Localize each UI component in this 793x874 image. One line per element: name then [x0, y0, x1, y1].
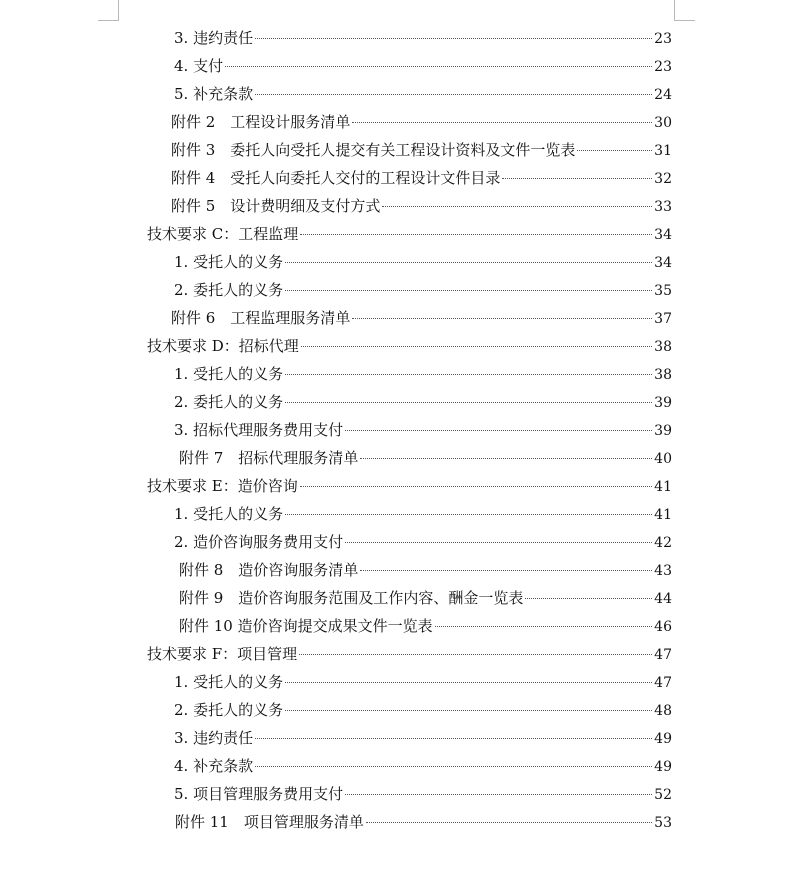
- toc-entry-title: 1. 受托人的义务: [174, 505, 284, 523]
- toc-entry[interactable]: [174, 528, 672, 556]
- toc-entry[interactable]: [171, 164, 672, 192]
- toc-entry[interactable]: [147, 472, 672, 500]
- toc-dot-leader: [345, 542, 652, 543]
- toc-entry-title: 附件 4 受托人向委托人交付的工程设计文件目录: [171, 169, 501, 187]
- toc-page-number: 30: [654, 115, 672, 131]
- toc-dot-leader: [300, 486, 652, 487]
- toc-dot-leader: [285, 290, 652, 291]
- toc-page-number: 24: [654, 87, 672, 103]
- toc-dot-leader: [299, 654, 652, 655]
- toc-dot-leader: [502, 178, 652, 179]
- toc-dot-leader: [360, 570, 652, 571]
- toc-dot-leader: [285, 682, 652, 683]
- toc-entry[interactable]: [174, 416, 672, 444]
- toc-page-number: 53: [654, 815, 672, 831]
- toc-entry-title: 5. 补充条款: [174, 85, 254, 103]
- toc-dot-leader: [301, 346, 652, 347]
- toc-page-number: 38: [654, 339, 672, 355]
- toc-page-number: 38: [654, 367, 672, 383]
- toc-entry-title: 附件 2 工程设计服务清单: [171, 113, 351, 131]
- toc-entry-title: 2. 委托人的义务: [174, 701, 284, 719]
- toc-dot-leader: [285, 402, 652, 403]
- toc-entry[interactable]: [174, 80, 672, 108]
- toc-page-number: 32: [654, 171, 672, 187]
- toc-entry-title: 技术要求 F：项目管理: [147, 645, 298, 663]
- toc-entry[interactable]: [175, 808, 672, 836]
- toc-entry-title: 5. 项目管理服务费用支付: [174, 785, 344, 803]
- toc-dot-leader: [255, 38, 652, 39]
- toc-entry[interactable]: [147, 640, 672, 668]
- toc-dot-leader: [285, 514, 652, 515]
- toc-entry-title: 3. 招标代理服务费用支付: [174, 421, 344, 439]
- toc-dot-leader: [366, 822, 652, 823]
- toc-page-number: 34: [654, 255, 672, 271]
- toc-entry-title: 2. 委托人的义务: [174, 281, 284, 299]
- toc-entry-title: 1. 受托人的义务: [174, 673, 284, 691]
- toc-dot-leader: [352, 122, 652, 123]
- toc-page-number: 39: [654, 423, 672, 439]
- toc-entry[interactable]: [174, 24, 672, 52]
- toc-entry-title: 附件 6 工程监理服务清单: [171, 309, 351, 327]
- toc-page-number: 41: [654, 479, 672, 495]
- toc-page-number: 31: [654, 143, 672, 159]
- toc-page-number: 47: [654, 647, 672, 663]
- toc-page-number: 44: [654, 591, 672, 607]
- toc-entry-title: 附件 3 委托人向受托人提交有关工程设计资料及文件一览表: [171, 141, 576, 159]
- toc-page-number: 40: [654, 451, 672, 467]
- toc-dot-leader: [435, 626, 653, 627]
- toc-dot-leader: [525, 598, 652, 599]
- toc-page-number: 49: [654, 731, 672, 747]
- toc-entry[interactable]: [174, 500, 672, 528]
- toc-dot-leader: [345, 430, 652, 431]
- toc-dot-leader: [255, 94, 652, 95]
- toc-entry[interactable]: [174, 724, 672, 752]
- toc-page-number: 46: [654, 619, 672, 635]
- toc-dot-leader: [285, 710, 652, 711]
- toc-dot-leader: [360, 458, 652, 459]
- toc-page-number: 48: [654, 703, 672, 719]
- toc-entry[interactable]: [147, 220, 672, 248]
- toc-entry-title: 技术要求 C：工程监理: [147, 225, 299, 243]
- toc-entry[interactable]: [174, 360, 672, 388]
- toc-page-number: 35: [654, 283, 672, 299]
- toc-entry-title: 1. 受托人的义务: [174, 253, 284, 271]
- toc-entry-title: 2. 委托人的义务: [174, 393, 284, 411]
- toc-dot-leader: [577, 150, 652, 151]
- toc-entry[interactable]: [171, 108, 672, 136]
- toc-entry-title: 4. 补充条款: [174, 757, 254, 775]
- toc-entry-title: 3. 违约责任: [174, 29, 254, 47]
- toc-entry-title: 附件 11 项目管理服务清单: [175, 813, 364, 831]
- toc-entry-title: 3. 违约责任: [174, 729, 254, 747]
- toc-page-number: 43: [654, 563, 672, 579]
- toc-entry-title: 附件 5 设计费明细及支付方式: [171, 197, 381, 215]
- toc-dot-leader: [352, 318, 652, 319]
- toc-entry[interactable]: [174, 52, 672, 80]
- toc-dot-leader: [285, 374, 652, 375]
- toc-entry[interactable]: [174, 668, 672, 696]
- toc-entry[interactable]: [179, 556, 672, 584]
- toc-dot-leader: [300, 234, 652, 235]
- page-corner-mark-left: [98, 0, 119, 21]
- toc-entry[interactable]: [174, 696, 672, 724]
- toc-entry[interactable]: [179, 444, 672, 472]
- toc-page-number: 39: [654, 395, 672, 411]
- toc-page-number: 23: [654, 59, 672, 75]
- toc-entry[interactable]: [171, 136, 672, 164]
- toc-dot-leader: [225, 66, 652, 67]
- toc-entry[interactable]: [147, 332, 672, 360]
- toc-page-number: 41: [654, 507, 672, 523]
- toc-entry[interactable]: [179, 612, 672, 640]
- toc-entry-title: 2. 造价咨询服务费用支付: [174, 533, 344, 551]
- toc-page-number: 23: [654, 31, 672, 47]
- toc-entry[interactable]: [171, 192, 672, 220]
- toc-entry-title: 4. 支付: [174, 57, 224, 75]
- toc-dot-leader: [255, 766, 652, 767]
- toc-entry-title: 技术要求 D：招标代理: [147, 337, 299, 355]
- toc-entry-title: 附件 7 招标代理服务清单: [179, 449, 359, 467]
- toc-entry-title: 1. 受托人的义务: [174, 365, 284, 383]
- toc-page-number: 42: [654, 535, 672, 551]
- toc-entry[interactable]: [174, 248, 672, 276]
- toc-entry[interactable]: [174, 276, 672, 304]
- toc-entry[interactable]: [174, 780, 672, 808]
- toc-entry-title: 附件 9 造价咨询服务范围及工作内容、酬金一览表: [179, 589, 524, 607]
- page-corner-mark-right: [674, 0, 695, 21]
- toc-entry-title: 附件 8 造价咨询服务清单: [179, 561, 359, 579]
- toc-entry-title: 技术要求 E：造价咨询: [147, 477, 298, 495]
- toc-entry-title: 附件 10 造价咨询提交成果文件一览表: [179, 617, 433, 635]
- toc-page-number: 52: [654, 787, 672, 803]
- toc-page-number: 33: [654, 199, 672, 215]
- toc-entry[interactable]: [171, 304, 672, 332]
- toc-dot-leader: [285, 262, 652, 263]
- toc-entry[interactable]: [174, 752, 672, 780]
- toc-entry[interactable]: [179, 584, 672, 612]
- toc-dot-leader: [382, 206, 652, 207]
- toc-page-number: 34: [654, 227, 672, 243]
- toc-page-number: 47: [654, 675, 672, 691]
- toc-page-number: 37: [654, 311, 672, 327]
- toc-entry[interactable]: [174, 388, 672, 416]
- toc-dot-leader: [255, 738, 652, 739]
- toc-dot-leader: [345, 794, 652, 795]
- toc-page-number: 49: [654, 759, 672, 775]
